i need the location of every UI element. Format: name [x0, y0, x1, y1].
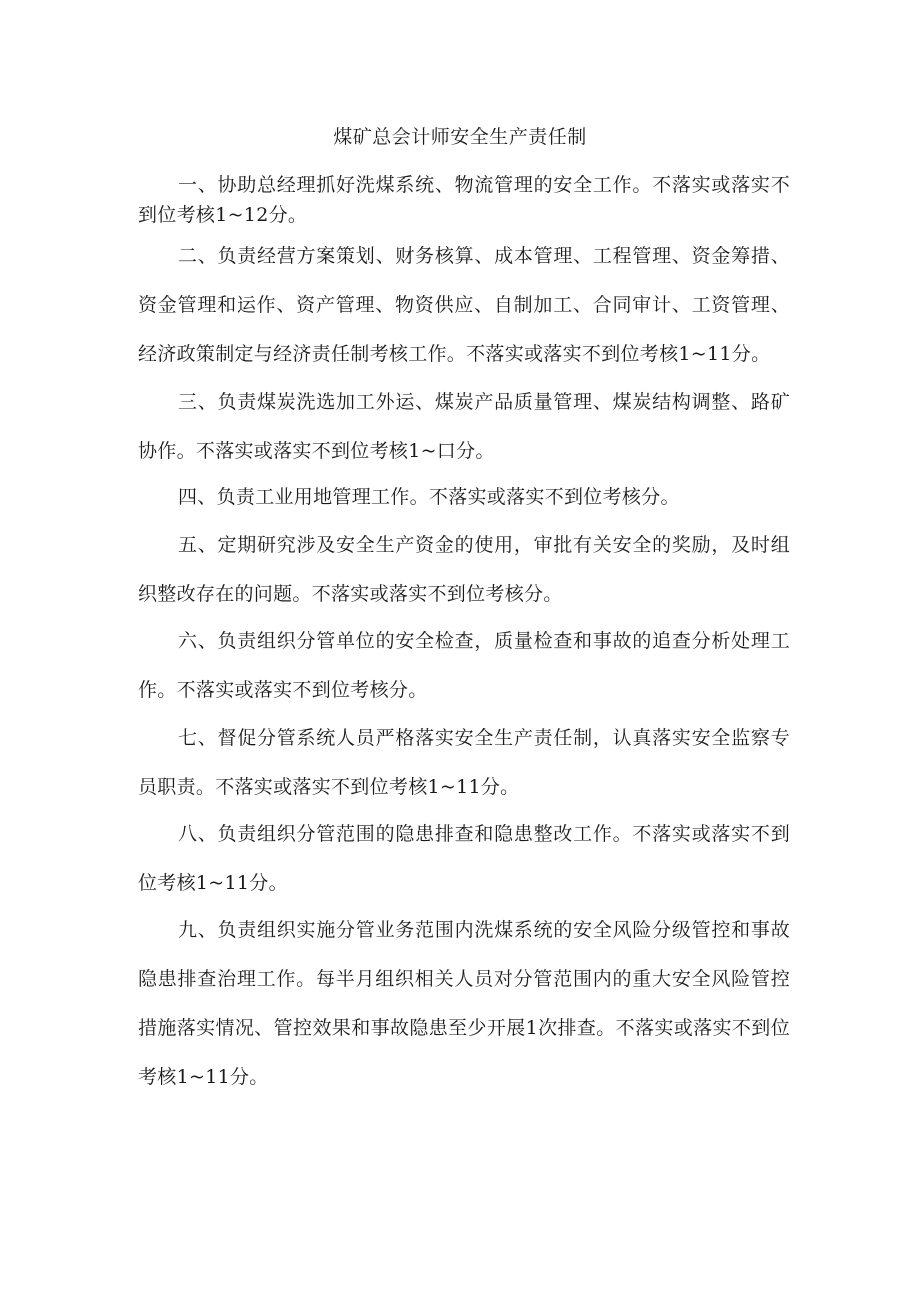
paragraph-6: 六、负责组织分管单位的安全检查，质量检查和事故的追查分析处理工作。不落实或落实不到位考核分。 — [138, 630, 790, 701]
paragraph-1: 一、协助总经理抓好洗煤系统、物流管理的安全工作。不落实或落实不到位考核1~12分。 — [138, 174, 790, 226]
document-title: 煤矿总会计师安全生产责任制 — [333, 126, 587, 148]
paragraph-5: 五、定期研究涉及安全生产资金的使用，审批有关安全的奖励，及时组织整改存在的问题。不落实或落实不到位考核分。 — [138, 534, 790, 605]
paragraph-9: 九、负责组织实施分管业务范围内洗煤系统的安全风险分级管控和事故隐患排查治理工作。每半月组织相关人员对分管范围内的重大安全风险管控措施落实情况、管控效果和事故隐患至少开展1次排查。不落实或落实不到位考核1~11分。 — [138, 919, 790, 1088]
paragraph-2: 二、负责经营方案策划、财务核算、成本管理、工程管理、资金筹措、资金管理和运作、资产管理、物资供应、自制加工、合同审计、工资管理、经济政策制定与经济责任制考核工作。不落实或落实不到位考核1~11分。 — [138, 245, 790, 365]
paragraph-8: 八、负责组织分管范围的隐患排查和隐患整改工作。不落实或落实不到位考核1~11分。 — [138, 823, 790, 894]
paragraph-7: 七、督促分管系统人员严格落实安全生产责任制，认真落实安全监察专员职责。不落实或落实不到位考核1~11分。 — [138, 727, 790, 798]
paragraph-4: 四、负责工业用地管理工作。不落实或落实不到位考核分。 — [178, 486, 680, 508]
paragraph-3: 三、负责煤炭洗选加工外运、煤炭产品质量管理、煤炭结构调整、路矿协作。不落实或落实不到位考核1~口分。 — [138, 391, 790, 462]
